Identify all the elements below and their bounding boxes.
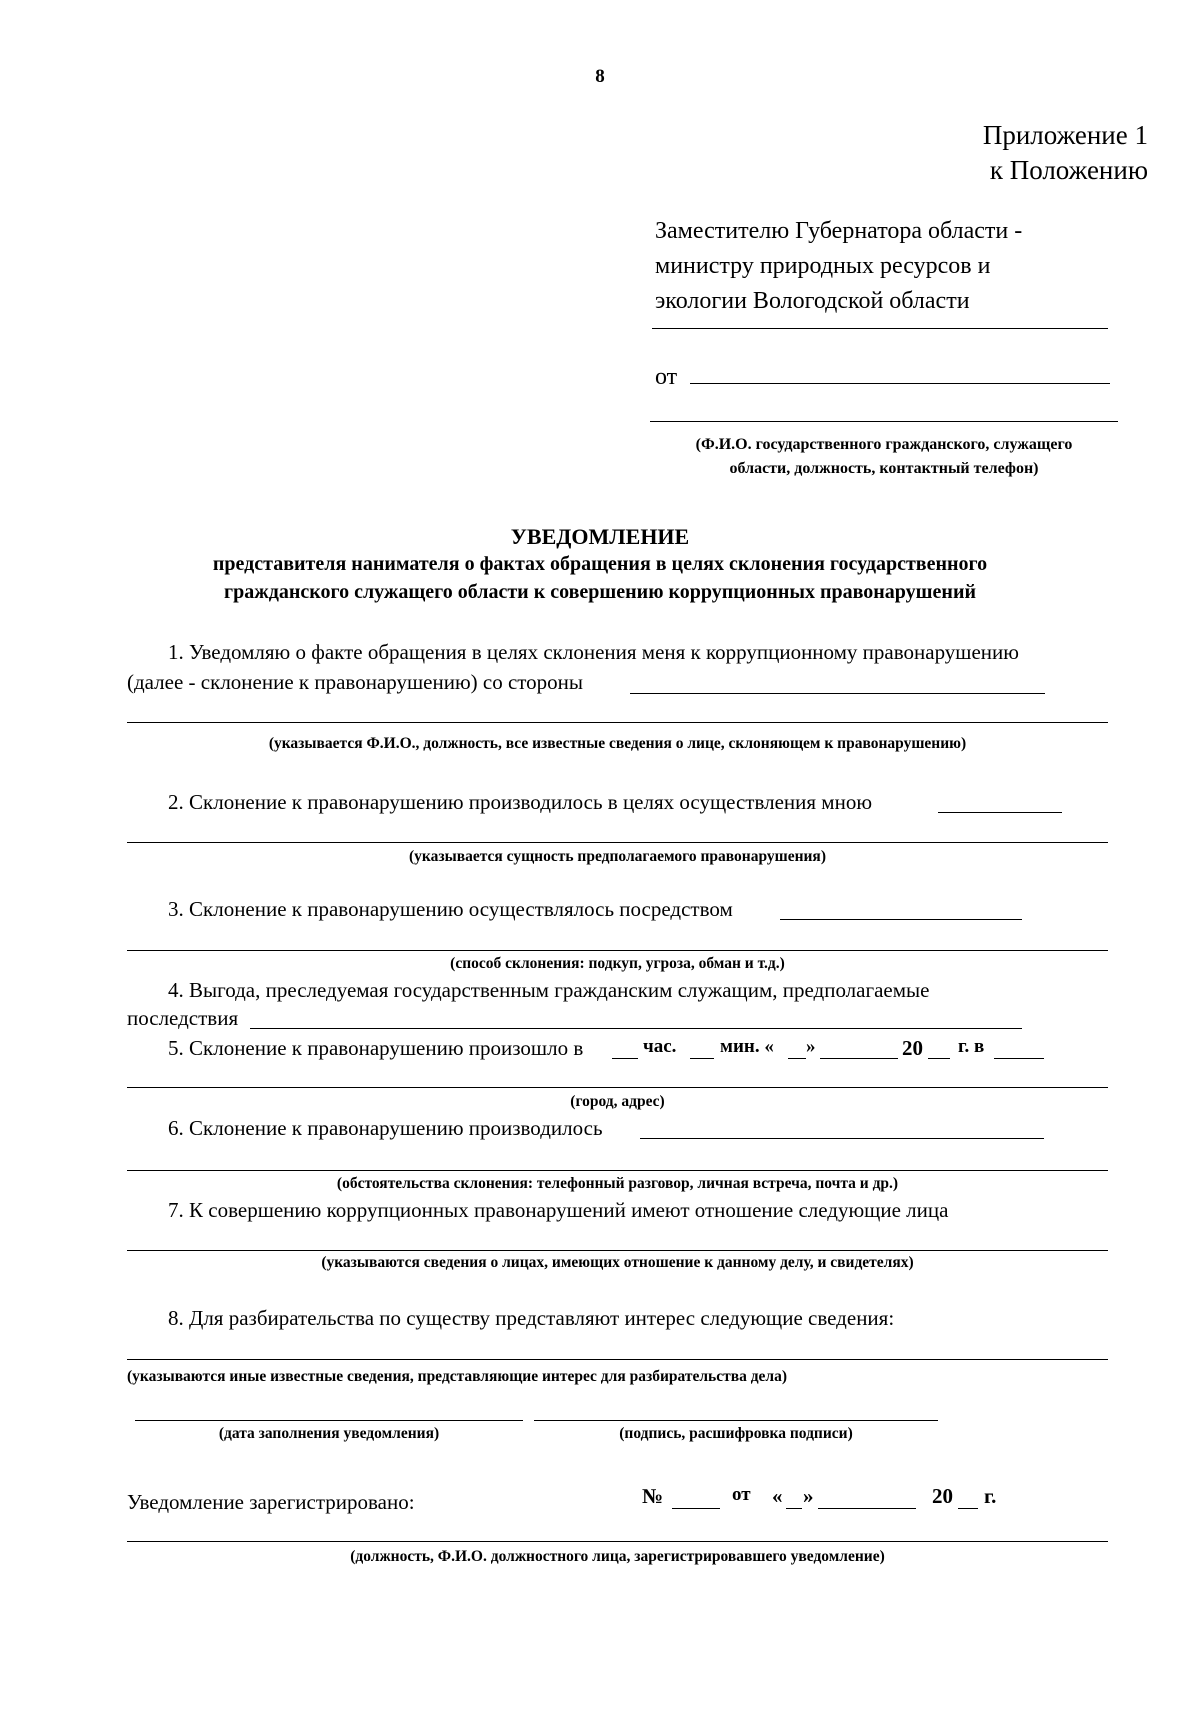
item-5-city-blank[interactable] [994, 1058, 1044, 1059]
item-5-day-blank[interactable] [788, 1058, 806, 1059]
registration-day-blank[interactable] [786, 1508, 802, 1509]
document-subtitle-2: гражданского служащего области к совершению коррупционных правонарушений [224, 581, 976, 603]
registration-year-prefix: 20 [932, 1484, 953, 1508]
item-3-blank-full[interactable] [127, 950, 1108, 951]
item-7-caption: (указываются сведения о лицах, имеющих отношение к данному делу, и свидетелях) [321, 1254, 914, 1271]
item-1-blank-full[interactable] [127, 722, 1108, 723]
document-subtitle-1: представителя нанимателя о фактах обращения в целях склонения государственного [212, 553, 988, 575]
item-3-text: 3. Склонение к правонарушению осуществлялось посредством [168, 897, 733, 921]
item-5-hours-label: час. [643, 1036, 677, 1057]
item-1-line-1: 1. Уведомляю о факте обращения в целях склонения меня к коррупционному правонарушению [168, 640, 1019, 664]
item-6-caption: (обстоятельства склонения: телефонный разговор, личная встреча, почта и др.) [336, 1175, 899, 1192]
from-blank-line-2[interactable] [650, 421, 1118, 422]
registration-from: от [732, 1484, 751, 1505]
registration-year-blank[interactable] [958, 1508, 978, 1509]
item-5-blank-full[interactable] [127, 1087, 1108, 1088]
addressee-caption-2: области, должность, контактный телефон) [729, 460, 1039, 477]
item-4-line-1: 4. Выгода, преследуемая государственным гражданским служащим, предполагаемые [168, 978, 930, 1002]
addressee-blank-line[interactable] [652, 328, 1108, 329]
registration-close-quote: » [803, 1484, 814, 1508]
item-8-caption: (указываются иные известные сведения, представляющие интерес для разбирательства дела) [127, 1368, 788, 1385]
item-8-text: 8. Для разбирательства по существу представляют интерес следующие сведения: [168, 1306, 895, 1330]
item-5-city-label: г. в [958, 1036, 985, 1057]
item-5-caption: (город, адрес) [570, 1093, 665, 1110]
registration-number-sign: № [642, 1484, 664, 1508]
registration-number-blank[interactable] [672, 1508, 720, 1509]
item-1-blank[interactable] [630, 693, 1045, 694]
registration-caption: (должность, Ф.И.О. должностного лица, зарегистрировавшего уведомление) [350, 1548, 885, 1565]
addressee-line-3: экологии Вологодской области [655, 288, 970, 314]
registration-open-quote: « [772, 1484, 783, 1508]
item-5-year-prefix: 20 [902, 1036, 923, 1060]
item-6-blank[interactable] [640, 1138, 1044, 1139]
annex-line-1: Приложение 1 [982, 120, 1148, 150]
item-4-line-2: последствия [127, 1006, 239, 1030]
annex-line-2: к Положению [989, 155, 1148, 185]
item-7-text: 7. К совершению коррупционных правонарушений имеют отношение следующие лица [168, 1198, 949, 1222]
item-2-caption: (указывается сущность предполагаемого правонарушения) [409, 848, 826, 865]
item-2-blank-full[interactable] [127, 842, 1108, 843]
registration-month-blank[interactable] [818, 1508, 916, 1509]
item-5-min-blank[interactable] [690, 1058, 714, 1059]
item-1-caption: (указывается Ф.И.О., должность, все известные сведения о лице, склоняющем к правонарушению) [268, 735, 967, 752]
item-1-line-2: (далее - склонение к правонарушению) со стороны [127, 670, 584, 694]
item-6-blank-full[interactable] [127, 1170, 1108, 1171]
date-blank[interactable] [135, 1420, 523, 1421]
item-5-year-blank[interactable] [928, 1058, 950, 1059]
signature-caption: (подпись, расшифровка подписи) [619, 1425, 853, 1442]
addressee-line-1: Заместителю Губернатора области - [655, 218, 1023, 244]
addressee-line-2: министру природных ресурсов и [655, 253, 991, 279]
registration-blank-full[interactable] [127, 1541, 1108, 1542]
signature-blank[interactable] [534, 1420, 938, 1421]
item-5-min-label: мин. « [720, 1036, 774, 1057]
item-5-month-blank[interactable] [820, 1058, 898, 1059]
item-6-text: 6. Склонение к правонарушению производилось [168, 1116, 603, 1140]
item-8-blank-full[interactable] [127, 1359, 1108, 1360]
from-label: от [655, 364, 678, 390]
page-number: 8 [595, 66, 605, 87]
item-5-close-quote: » [806, 1036, 816, 1057]
addressee-caption-1: (Ф.И.О. государственного гражданского, служащего [695, 436, 1073, 453]
item-4-blank[interactable] [250, 1028, 1022, 1029]
item-2-text: 2. Склонение к правонарушению производилось в целях осуществления мною [168, 790, 873, 814]
document-title: УВЕДОМЛЕНИЕ [510, 524, 690, 549]
registration-g: г. [984, 1484, 997, 1508]
item-5-text: 5. Склонение к правонарушению произошло в [168, 1036, 584, 1060]
item-5-hours-blank[interactable] [612, 1058, 638, 1059]
from-blank-line[interactable] [690, 383, 1110, 384]
item-3-caption: (способ склонения: подкуп, угроза, обман и т.д.) [450, 955, 785, 972]
date-caption: (дата заполнения уведомления) [218, 1425, 440, 1442]
item-7-blank-full[interactable] [127, 1250, 1108, 1251]
item-2-blank[interactable] [938, 812, 1062, 813]
item-3-blank[interactable] [780, 919, 1022, 920]
registration-label: Уведомление зарегистрировано: [127, 1490, 415, 1514]
